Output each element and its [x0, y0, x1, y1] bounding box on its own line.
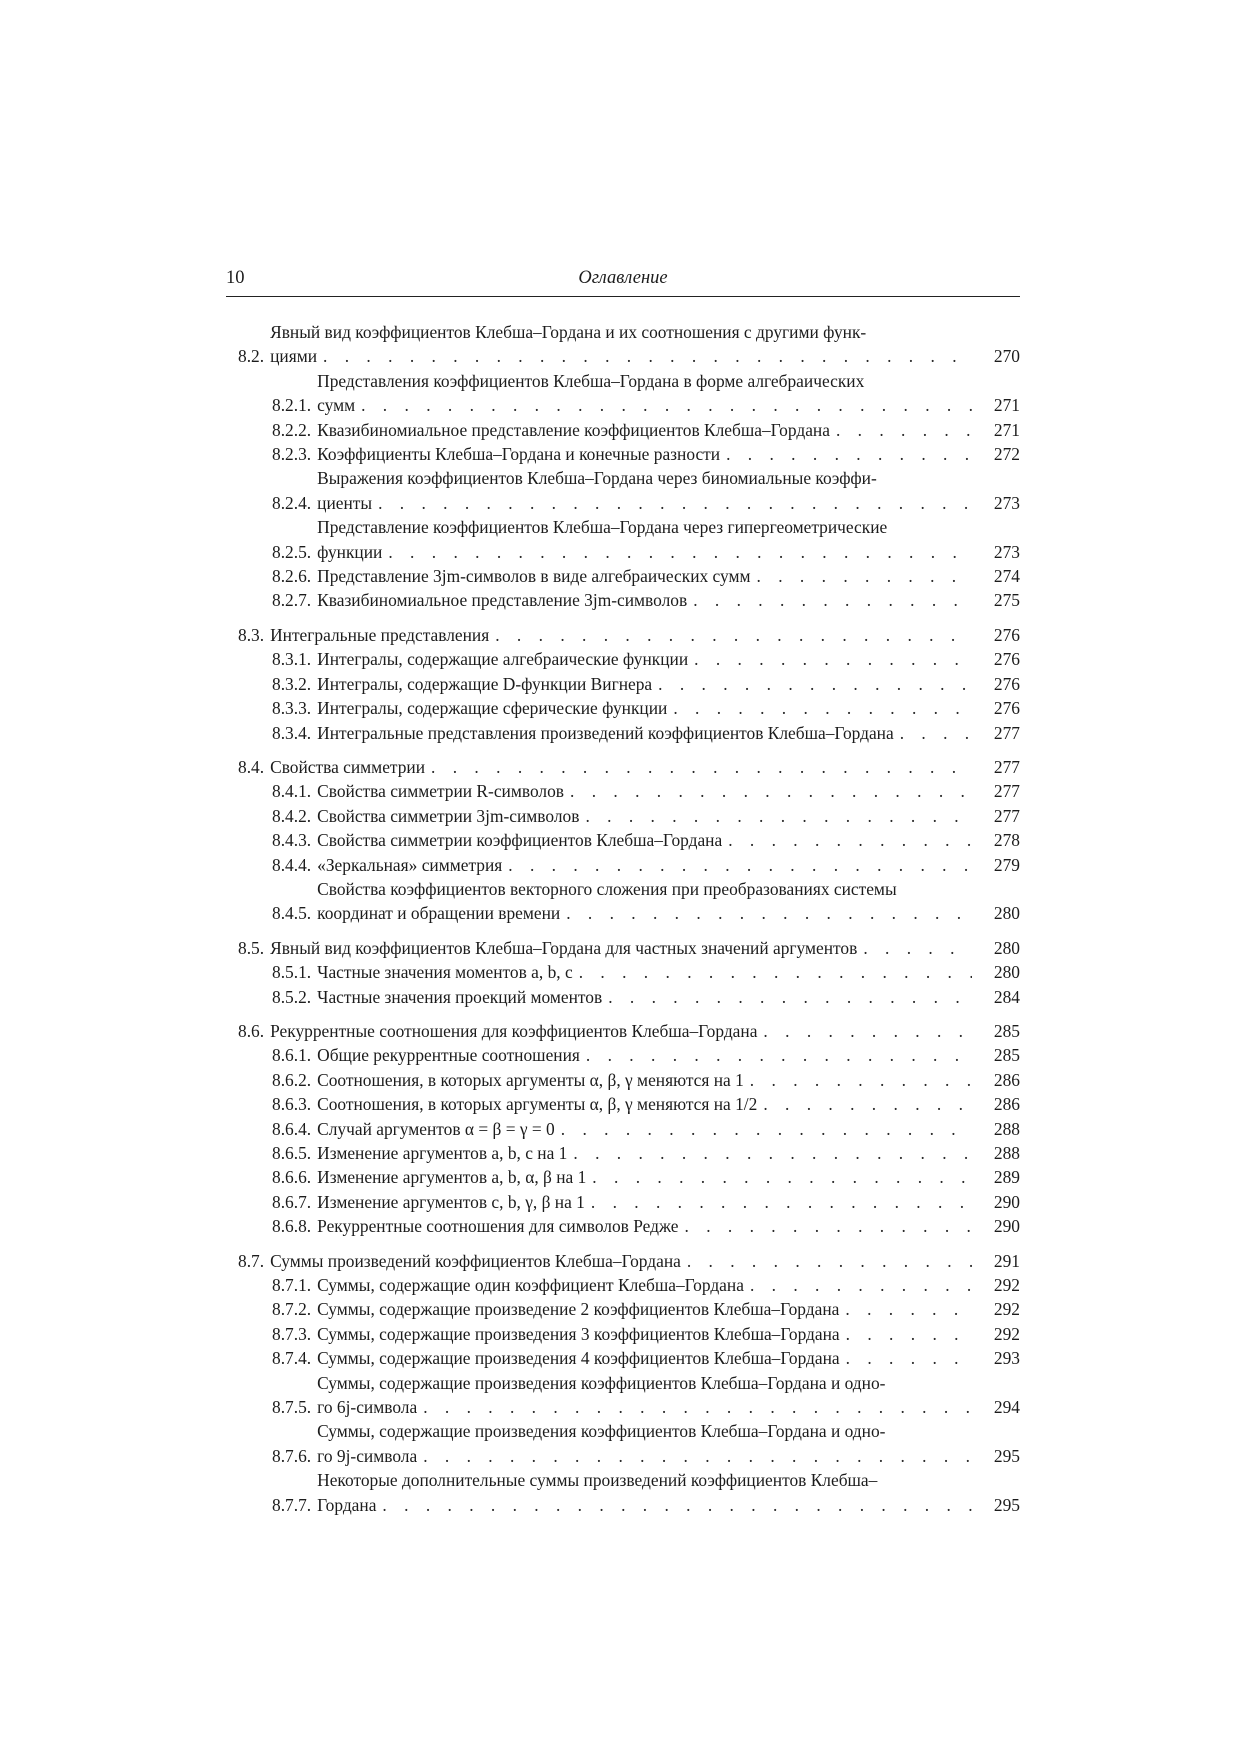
entry-title: Свойства коэффициентов векторного сложения при преобразованиях системы [317, 878, 897, 899]
entry-title: Интегралы, содержащие алгебраические функции [317, 649, 689, 670]
entry-number: 8.6.1. [272, 1045, 312, 1066]
entry-leader-line [317, 1165, 972, 1189]
entry-leader-line [317, 1190, 972, 1214]
entry-number: 8.6.4. [272, 1118, 312, 1139]
toc-subsection-entry[interactable] [238, 588, 1020, 612]
entry-body [270, 1249, 972, 1273]
entry-page-number: 292 [993, 1323, 1020, 1344]
toc-section-entry[interactable] [238, 755, 1020, 779]
entry-leader-line [317, 853, 972, 877]
toc-subsection-entry[interactable] [238, 1419, 1020, 1468]
entry-body [317, 1419, 972, 1468]
dot-leader [839, 1297, 972, 1321]
dot-leader [573, 960, 972, 984]
entry-page-number: 273 [993, 492, 1020, 513]
entry-title-continuation: сумм [317, 395, 356, 416]
entry-leader-line [317, 1043, 972, 1067]
toc-subsection-entry[interactable] [238, 369, 1020, 418]
entry-leader-line [317, 672, 972, 696]
entry-title-continuation: Гордана [317, 1494, 377, 1515]
dot-leader [502, 853, 972, 877]
entry-page-number: 277 [993, 781, 1020, 802]
toc-subsection-entry[interactable] [238, 1141, 1020, 1165]
entry-page-number: 292 [993, 1275, 1020, 1296]
entry-title: Суммы, содержащие произведения коэффициентов Клебша–Гордана и одно- [317, 1372, 886, 1393]
toc-subsection-entry[interactable] [238, 1068, 1020, 1092]
entry-page-number: 285 [993, 1045, 1020, 1066]
dot-leader [586, 1165, 972, 1189]
toc-subsection-entry[interactable] [238, 1468, 1020, 1517]
dot-leader [417, 1444, 972, 1468]
table-of-contents [238, 320, 1020, 1527]
entry-leader-line [317, 1297, 972, 1321]
dot-leader [751, 564, 972, 588]
entry-title: Интегральные представления [270, 624, 490, 645]
toc-section [238, 623, 1020, 745]
entry-body [317, 1468, 972, 1517]
entry-number: 8.4.4. [272, 854, 312, 875]
entry-page-number: 295 [993, 1494, 1020, 1515]
entry-title-continuation: функции [317, 541, 383, 562]
toc-subsection-entry[interactable] [238, 1092, 1020, 1116]
entry-number: 8.4.3. [272, 830, 312, 851]
entry-number: 8.7.4. [272, 1348, 312, 1369]
toc-section [238, 936, 1020, 1009]
dot-leader [681, 1249, 972, 1273]
entry-number: 8.2.4. [272, 492, 312, 513]
entry-leader-line [317, 1322, 972, 1346]
entry-title: Квазибиномиальное представление 3jm-символов [317, 590, 688, 611]
toc-section [238, 755, 1020, 926]
entry-page-number: 279 [993, 854, 1020, 875]
toc-subsection-entry[interactable] [238, 647, 1020, 671]
entry-body [317, 1165, 972, 1189]
entry-body [317, 466, 972, 515]
toc-section [238, 320, 1020, 613]
entry-page-number: 276 [993, 673, 1020, 694]
dot-leader [687, 588, 972, 612]
entry-body [317, 1214, 972, 1238]
entry-body [317, 1346, 972, 1370]
running-title: Оглавление [578, 268, 668, 288]
entry-body [317, 804, 972, 828]
entry-title: Интегралы, содержащие D-функции Вигнера [317, 673, 653, 694]
toc-subsection-entry[interactable] [238, 779, 1020, 803]
entry-body [317, 853, 972, 877]
entry-body [317, 1371, 972, 1420]
entry-number: 8.4.2. [272, 805, 312, 826]
entry-leader-line [317, 779, 972, 803]
toc-subsection-entry[interactable] [238, 442, 1020, 466]
toc-section-entry[interactable] [238, 1019, 1020, 1043]
dot-leader [840, 1346, 972, 1370]
entry-page-number: 280 [993, 903, 1020, 924]
entry-title: Изменение аргументов a, b, c на 1 [317, 1143, 568, 1163]
entry-title: Рекуррентные соотношения для символов Редже [317, 1216, 679, 1237]
entry-leader-line [270, 936, 972, 960]
dot-leader [355, 393, 972, 417]
entry-body [317, 985, 972, 1009]
entry-body [317, 877, 972, 926]
dot-leader [585, 1190, 972, 1214]
entry-title: Свойства симметрии коэффициентов Клебша–Гордана [317, 830, 723, 851]
entry-title: Квазибиномиальное представление коэффициентов Клебша–Гордана [317, 419, 830, 440]
entry-leader-line [317, 564, 972, 588]
entry-title: Интегральные представления произведений коэффициентов Клебша–Гордана [317, 722, 894, 743]
entry-title: Случай аргументов α = β = γ = 0 [317, 1118, 555, 1139]
entry-leader-line [317, 491, 972, 515]
entry-title: Представления коэффициентов Клебша–Гордана в форме алгебраических [317, 370, 865, 391]
entry-body [317, 721, 972, 745]
entry-number: 8.3.3. [272, 698, 312, 719]
entry-body [317, 1068, 972, 1092]
entry-number: 8.6.5. [272, 1143, 312, 1163]
entry-title: Общие рекуррентные соотношения [317, 1045, 580, 1066]
entry-number: 8.2. [238, 346, 265, 367]
entry-page-number: 290 [993, 1191, 1020, 1212]
toc-subsection-entry[interactable] [238, 1273, 1020, 1297]
entry-leader-line [317, 418, 972, 442]
entry-leader-line [317, 1068, 972, 1092]
entry-title: Суммы, содержащие один коэффициент Клебша–Гордана [317, 1275, 744, 1296]
entry-number: 8.4.5. [272, 903, 312, 924]
entry-title-continuation: го 9j-символа [317, 1445, 418, 1466]
entry-number: 8.3.2. [272, 673, 312, 694]
dot-leader [688, 647, 972, 671]
entry-page-number: 273 [993, 541, 1020, 562]
dot-leader [757, 1092, 972, 1116]
toc-subsection-entry[interactable] [238, 1117, 1020, 1141]
entry-page-number: 280 [993, 937, 1020, 958]
entry-body [317, 1273, 972, 1297]
entry-title: Частные значения проекций моментов [317, 986, 603, 1007]
entry-title: Суммы, содержащие произведения 3 коэффициентов Клебша–Гордана [317, 1323, 840, 1344]
entry-body [317, 1297, 972, 1321]
toc-section-entry[interactable] [238, 320, 1020, 369]
entry-body [317, 647, 972, 671]
entry-title: Свойства симметрии [270, 756, 426, 777]
entry-number: 8.3.4. [272, 722, 312, 743]
dot-leader [317, 344, 972, 368]
entry-leader-line [317, 1395, 972, 1419]
entry-leader-line [317, 540, 972, 564]
entry-page-number: 277 [993, 756, 1020, 777]
entry-title: Свойства симметрии R-символов [317, 781, 564, 802]
toc-subsection-entry[interactable] [238, 515, 1020, 564]
entry-page-number: 288 [993, 1118, 1020, 1139]
entry-page-number: 289 [993, 1167, 1020, 1188]
entry-number: 8.2.7. [272, 590, 312, 611]
dot-leader [376, 1493, 972, 1517]
entry-page-number: 286 [993, 1069, 1020, 1090]
dot-leader [894, 721, 972, 745]
toc-subsection-entry[interactable] [238, 1346, 1020, 1370]
dot-leader [720, 442, 972, 466]
entry-leader-line [317, 721, 972, 745]
entry-title: Рекуррентные соотношения для коэффициентов Клебша–Гордана [270, 1020, 758, 1041]
toc-subsection-entry[interactable] [238, 672, 1020, 696]
dot-leader [602, 985, 972, 1009]
entry-title: Некоторые дополнительные суммы произведений коэффициентов Клебша– [317, 1470, 878, 1491]
entry-page-number: 291 [993, 1250, 1020, 1271]
entry-title: Суммы, содержащие произведения 4 коэффициентов Клебша–Гордана [317, 1348, 840, 1369]
dot-leader [580, 1043, 972, 1067]
entry-body [317, 779, 972, 803]
entry-body [270, 936, 972, 960]
toc-section-entry[interactable] [238, 623, 1020, 647]
entry-page-number: 285 [993, 1020, 1020, 1041]
entry-title-continuation: циями [270, 346, 318, 367]
entry-page-number: 276 [993, 624, 1020, 645]
dot-leader [567, 1141, 972, 1165]
entry-page-number: 292 [993, 1299, 1020, 1320]
entry-title: Суммы произведений коэффициентов Клебша–Гордана [270, 1250, 681, 1271]
entry-number: 8.6.3. [272, 1094, 312, 1115]
entry-body [317, 1092, 972, 1116]
entry-page-number: 280 [993, 962, 1020, 983]
entry-leader-line [317, 588, 972, 612]
dot-leader [840, 1322, 972, 1346]
entry-leader-line [317, 647, 972, 671]
dot-leader [564, 779, 972, 803]
entry-page-number: 290 [993, 1216, 1020, 1237]
toc-subsection-entry[interactable] [238, 1322, 1020, 1346]
toc-subsection-entry[interactable] [238, 466, 1020, 515]
dot-leader [667, 696, 972, 720]
entry-leader-line [317, 1092, 972, 1116]
entry-number: 8.5.1. [272, 962, 312, 983]
entry-body [317, 1322, 972, 1346]
toc-subsection-entry[interactable] [238, 1214, 1020, 1238]
entry-title: Частные значения моментов a, b, c [317, 962, 573, 983]
entry-body [317, 564, 972, 588]
entry-body [317, 418, 972, 442]
toc-subsection-entry[interactable] [238, 804, 1020, 828]
dot-leader [382, 540, 972, 564]
entry-number: 8.7.6. [272, 1445, 312, 1466]
entry-leader-line [317, 393, 972, 417]
entry-number: 8.6.7. [272, 1191, 312, 1212]
entry-page-number: 286 [993, 1094, 1020, 1115]
entry-number: 8.4.1. [272, 781, 312, 802]
entry-number: 8.2.3. [272, 444, 312, 465]
toc-section [238, 1019, 1020, 1239]
entry-title: Представление 3jm-символов в виде алгебраических сумм [317, 566, 751, 587]
toc-subsection-entry[interactable] [238, 418, 1020, 442]
entry-page-number: 274 [993, 566, 1020, 587]
entry-leader-line [317, 1141, 972, 1165]
entry-body [317, 1043, 972, 1067]
entry-number: 8.6.8. [272, 1216, 312, 1237]
entry-title: Свойства симметрии 3jm-символов [317, 805, 580, 826]
entry-page-number: 272 [993, 444, 1020, 465]
entry-page-number: 284 [993, 986, 1020, 1007]
entry-number: 8.7.1. [272, 1275, 312, 1296]
entry-body [317, 1141, 972, 1165]
entry-number: 8.6. [238, 1020, 265, 1041]
toc-subsection-entry[interactable] [238, 1297, 1020, 1321]
entry-page-number: 293 [993, 1348, 1020, 1369]
entry-title: Представление коэффициентов Клебша–Гордана через гипергеометрические [317, 517, 888, 538]
entry-page-number: 276 [993, 649, 1020, 670]
toc-subsection-entry[interactable] [238, 1371, 1020, 1420]
toc-subsection-entry[interactable] [238, 985, 1020, 1009]
entry-number: 8.7.7. [272, 1494, 312, 1515]
entry-title-continuation: координат и обращении времени [317, 903, 561, 924]
dot-leader [857, 936, 972, 960]
toc-section-entry[interactable] [238, 1249, 1020, 1273]
entry-leader-line [270, 1019, 972, 1043]
entry-leader-line [317, 1346, 972, 1370]
entry-leader-line [317, 1493, 972, 1517]
entry-body [270, 623, 972, 647]
entry-leader-line [317, 1444, 972, 1468]
entry-title: Изменение аргументов c, b, γ, β на 1 [317, 1191, 585, 1212]
entry-title: Коэффициенты Клебша–Гордана и конечные разности [317, 444, 721, 465]
entry-page-number: 271 [993, 395, 1020, 416]
dot-leader [744, 1068, 972, 1092]
dot-leader [722, 828, 972, 852]
entry-body [317, 672, 972, 696]
entry-body [317, 1190, 972, 1214]
toc-subsection-entry[interactable] [238, 1043, 1020, 1067]
entry-title: Соотношения, в которых аргументы α, β, γ меняются на 1/2 [317, 1094, 758, 1115]
entry-leader-line [317, 828, 972, 852]
entry-page-number: 288 [993, 1143, 1020, 1163]
entry-page-number: 275 [993, 590, 1020, 611]
entry-leader-line [317, 442, 972, 466]
entry-number: 8.7.5. [272, 1397, 312, 1418]
entry-number: 8.2.6. [272, 566, 312, 587]
entry-leader-line [270, 755, 972, 779]
entry-page-number: 277 [993, 805, 1020, 826]
entry-title-continuation: циенты [317, 492, 373, 513]
entry-body [317, 696, 972, 720]
entry-body [270, 1019, 972, 1043]
entry-body [317, 828, 972, 852]
entry-number: 8.3.1. [272, 649, 312, 670]
entry-title: «Зеркальная» симметрия [317, 854, 503, 875]
dot-leader [372, 491, 972, 515]
entry-number: 8.7. [238, 1250, 265, 1271]
toc-subsection-entry[interactable] [238, 960, 1020, 984]
toc-subsection-entry[interactable] [238, 721, 1020, 745]
toc-subsection-entry[interactable] [238, 696, 1020, 720]
entry-number: 8.6.6. [272, 1167, 312, 1188]
entry-body [317, 515, 972, 564]
toc-subsection-entry[interactable] [238, 828, 1020, 852]
toc-subsection-entry[interactable] [238, 877, 1020, 926]
dot-leader [560, 901, 972, 925]
entry-body [270, 320, 972, 369]
entry-title: Явный вид коэффициентов Клебша–Гордана для частных значений аргументов [270, 937, 858, 958]
dot-leader [425, 755, 972, 779]
entry-title: Соотношения, в которых аргументы α, β, γ меняются на 1 [317, 1069, 744, 1090]
entry-leader-line [317, 1117, 972, 1141]
entry-title: Суммы, содержащие произведения коэффициентов Клебша–Гордана и одно- [317, 1421, 886, 1442]
entry-leader-line [317, 1273, 972, 1297]
entry-number: 8.6.2. [272, 1069, 312, 1090]
entry-title: Изменение аргументов a, b, α, β на 1 [317, 1167, 587, 1188]
entry-leader-line [317, 960, 972, 984]
entry-body [270, 755, 972, 779]
entry-leader-line [270, 344, 972, 368]
entry-number: 8.4. [238, 756, 265, 777]
toc-section-entry[interactable] [238, 936, 1020, 960]
dot-leader [489, 623, 972, 647]
entry-leader-line [270, 623, 972, 647]
toc-subsection-entry[interactable] [238, 1165, 1020, 1189]
dot-leader [555, 1117, 972, 1141]
dot-leader [652, 672, 972, 696]
entry-body [317, 1117, 972, 1141]
dot-leader [417, 1395, 972, 1419]
entry-leader-line [317, 901, 972, 925]
dot-leader [579, 804, 972, 828]
entry-page-number: 270 [993, 346, 1020, 367]
entry-title: Выражения коэффициентов Клебша–Гордана через биномиальные коэффи- [317, 468, 877, 489]
entry-leader-line [317, 696, 972, 720]
entry-leader-line [317, 1214, 972, 1238]
entry-number: 8.7.3. [272, 1323, 312, 1344]
toc-subsection-entry[interactable] [238, 853, 1020, 877]
entry-leader-line [317, 804, 972, 828]
entry-title: Суммы, содержащие произведение 2 коэффициентов Клебша–Гордана [317, 1299, 840, 1320]
toc-subsection-entry[interactable] [238, 564, 1020, 588]
entry-number: 8.5.2. [272, 986, 312, 1007]
entry-body [317, 960, 972, 984]
entry-page-number: 277 [993, 722, 1020, 743]
dot-leader [744, 1273, 972, 1297]
toc-section [238, 1249, 1020, 1517]
entry-body [317, 369, 972, 418]
entry-title: Интегралы, содержащие сферические функции [317, 698, 668, 719]
entry-page-number: 295 [993, 1445, 1020, 1466]
entry-page-number: 294 [993, 1397, 1020, 1418]
page-header [226, 266, 1020, 297]
page-number: 10 [226, 268, 245, 288]
dot-leader [830, 418, 972, 442]
entry-leader-line [270, 1249, 972, 1273]
entry-number: 8.2.1. [272, 395, 312, 416]
entry-number: 8.2.2. [272, 419, 312, 440]
entry-page-number: 278 [993, 830, 1020, 851]
dot-leader [757, 1019, 972, 1043]
entry-number: 8.3. [238, 624, 265, 645]
toc-subsection-entry[interactable] [238, 1190, 1020, 1214]
dot-leader [679, 1214, 972, 1238]
entry-number: 8.2.5. [272, 541, 312, 562]
entry-title: Явный вид коэффициентов Клебша–Гордана и их соотношения с другими функ- [270, 322, 867, 342]
entry-body [317, 442, 972, 466]
entry-page-number: 271 [993, 419, 1020, 440]
entry-leader-line [317, 985, 972, 1009]
entry-number: 8.5. [238, 937, 265, 958]
entry-page-number: 276 [993, 698, 1020, 719]
entry-body [317, 588, 972, 612]
entry-number: 8.7.2. [272, 1299, 312, 1320]
entry-title-continuation: го 6j-символа [317, 1397, 418, 1418]
